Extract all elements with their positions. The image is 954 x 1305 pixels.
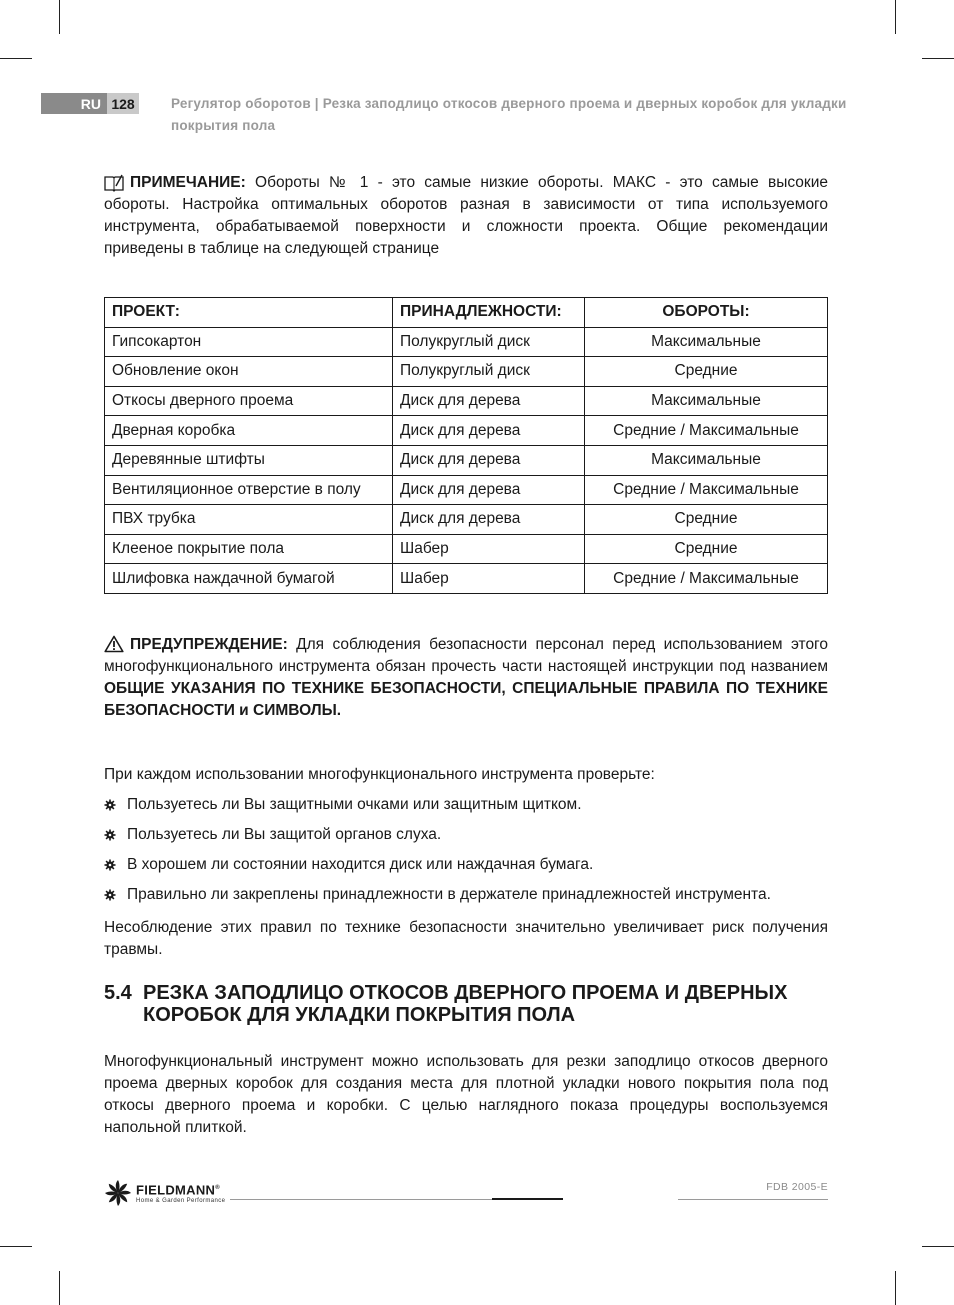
table-row <box>105 564 828 594</box>
brand-logo <box>104 1179 225 1207</box>
table-row <box>105 534 828 564</box>
warning-block <box>104 634 828 722</box>
crop-mark <box>895 1271 896 1305</box>
checklist-intro: При каждом использовании многофункционального инструмента проверьте: <box>104 766 655 783</box>
section-title: РЕЗКА ЗАПОДЛИЦО ОТКОСОВ ДВЕРНОГО ПРОЕМА И ДВЕРНЫХ КОРОБОК ДЛЯ УКЛАДКИ ПОКРЫТИЯ ПОЛА <box>143 982 788 1026</box>
table-row <box>105 357 828 387</box>
table-cell: Шабер <box>393 534 585 564</box>
footer-rule <box>492 1198 563 1200</box>
section-heading <box>104 982 828 1026</box>
list-item <box>104 884 828 914</box>
running-header: Регулятор оборотов | Резка заподлицо откосов дверного проема и дверных коробок для укладки покрытия пола <box>171 96 847 133</box>
footer-rule <box>678 1199 828 1200</box>
table-row <box>105 416 828 446</box>
consequence-text: Несоблюдение этих правил по технике безопасности значительно увеличивает риск получения травмы. <box>104 919 828 958</box>
trademark: ® <box>215 1185 220 1192</box>
table-cell: Деревянные штифты <box>105 445 393 475</box>
table-cell: Откосы дверного проема <box>105 386 393 416</box>
table-cell: Вентиляционное отверстие в полу <box>105 475 393 505</box>
gear-bullet-icon <box>104 889 116 901</box>
brand-tagline: Home & Garden Performance <box>136 1197 226 1204</box>
table-cell: Полукруглый диск <box>393 327 585 357</box>
note-label: ПРИМЕЧАНИЕ: <box>130 174 246 191</box>
section-number: 5.4 <box>104 982 132 1004</box>
note-block <box>104 172 828 260</box>
list-item <box>104 854 828 884</box>
table-cell: Полукруглый диск <box>393 357 585 387</box>
table-row <box>105 445 828 475</box>
model-number: FDB 2005-E <box>766 1181 828 1193</box>
footer-rule <box>230 1199 492 1200</box>
crop-mark <box>59 0 60 34</box>
checklist-item-text: Пользуетесь ли Вы защитными очками или защитным щитком. <box>127 796 582 813</box>
table-cell: Максимальные <box>585 386 828 416</box>
crop-mark <box>895 0 896 34</box>
table-row <box>105 475 828 505</box>
table-cell: Диск для дерева <box>393 505 585 535</box>
warning-text: Для соблюдения безопасности персонал перед использованием этого многофункционального инструмента обязан прочесть части настоящей инструкции под названием <box>104 636 828 675</box>
table-row <box>105 386 828 416</box>
column-header: ПРИНАДЛЕЖНОСТИ: <box>393 298 585 328</box>
table-cell: Диск для дерева <box>393 445 585 475</box>
table-cell: Средние <box>585 505 828 535</box>
section-body: Многофункциональный инструмент можно использовать для резки заподлицо откосов дверного проема дверных коробок для создания места для плотной укладки нового покрытия пола под откосы дверного проема и коробки. С целью наглядного показа процедуры воспользуемся напольной плиткой. <box>104 1053 828 1136</box>
table-cell: Средние / Максимальные <box>585 564 828 594</box>
table-cell: Дверная коробка <box>105 416 393 446</box>
table-cell: Клееное покрытие пола <box>105 534 393 564</box>
crop-mark <box>59 1271 60 1305</box>
note-book-icon <box>104 174 124 192</box>
table-cell: Средние <box>585 357 828 387</box>
crop-mark <box>0 58 32 59</box>
table-cell: Максимальные <box>585 327 828 357</box>
crop-mark <box>922 1246 954 1247</box>
gear-bullet-icon <box>104 829 116 841</box>
column-header: ОБОРОТЫ: <box>585 298 828 328</box>
table-row <box>105 505 828 535</box>
checklist-item-text: Пользуетесь ли Вы защитой органов слуха. <box>127 826 442 843</box>
table-cell: Средние / Максимальные <box>585 416 828 446</box>
crop-mark <box>922 58 954 59</box>
checklist-item-text: Правильно ли закреплены принадлежности в держателе принадлежностей инструмента. <box>127 886 771 903</box>
gear-bullet-icon <box>104 799 116 811</box>
fieldmann-pinwheel-icon <box>104 1179 132 1207</box>
table-cell: Шлифовка наждачной бумагой <box>105 564 393 594</box>
checklist <box>104 794 828 914</box>
table-header-row <box>105 298 828 328</box>
checklist-item-text: В хорошем ли состоянии находится диск или наждачная бумага. <box>127 856 594 873</box>
table-cell: ПВХ трубка <box>105 505 393 535</box>
crop-mark <box>0 1246 32 1247</box>
table-cell: Обновление окон <box>105 357 393 387</box>
warning-emphasis: ОБЩИЕ УКАЗАНИЯ ПО ТЕХНИКЕ БЕЗОПАСНОСТИ, СПЕЦИАЛЬНЫЕ ПРАВИЛА ПО ТЕХНИКЕ БЕЗОПАСНОСТИ <box>104 680 828 719</box>
page-footer <box>104 1176 828 1212</box>
page-header-tab <box>41 93 139 114</box>
table-row <box>105 327 828 357</box>
warning-conjunction: и <box>239 702 249 719</box>
table-cell: Шабер <box>393 564 585 594</box>
list-item <box>104 824 828 854</box>
warning-emphasis: СИМВОЛЫ. <box>253 702 342 719</box>
warning-triangle-icon <box>104 635 124 653</box>
table-cell: Диск для дерева <box>393 386 585 416</box>
page-number: 128 <box>107 93 139 114</box>
gear-bullet-icon <box>104 859 116 871</box>
table-cell: Средние / Максимальные <box>585 475 828 505</box>
note-text: Обороты № 1 - это самые низкие обороты. МАКС - это самые высокие обороты. Настройка оптимальных оборотов разная в зависимости от типа используемого инструмента, обрабатываемой поверхности и сложности проекта. Общие рекомендации приведены в таблице на следующей странице <box>104 174 828 257</box>
brand-name: FIELDMANN <box>136 1182 216 1198</box>
warning-label: ПРЕДУПРЕЖДЕНИЕ: <box>130 636 288 653</box>
table-cell: Максимальные <box>585 445 828 475</box>
language-code: RU <box>41 93 107 114</box>
table-cell: Диск для дерева <box>393 475 585 505</box>
list-item <box>104 794 828 824</box>
table-cell: Средние <box>585 534 828 564</box>
table-cell: Диск для дерева <box>393 416 585 446</box>
table-cell: Гипсокартон <box>105 327 393 357</box>
column-header: ПРОЕКТ: <box>105 298 393 328</box>
speed-table <box>104 297 828 594</box>
